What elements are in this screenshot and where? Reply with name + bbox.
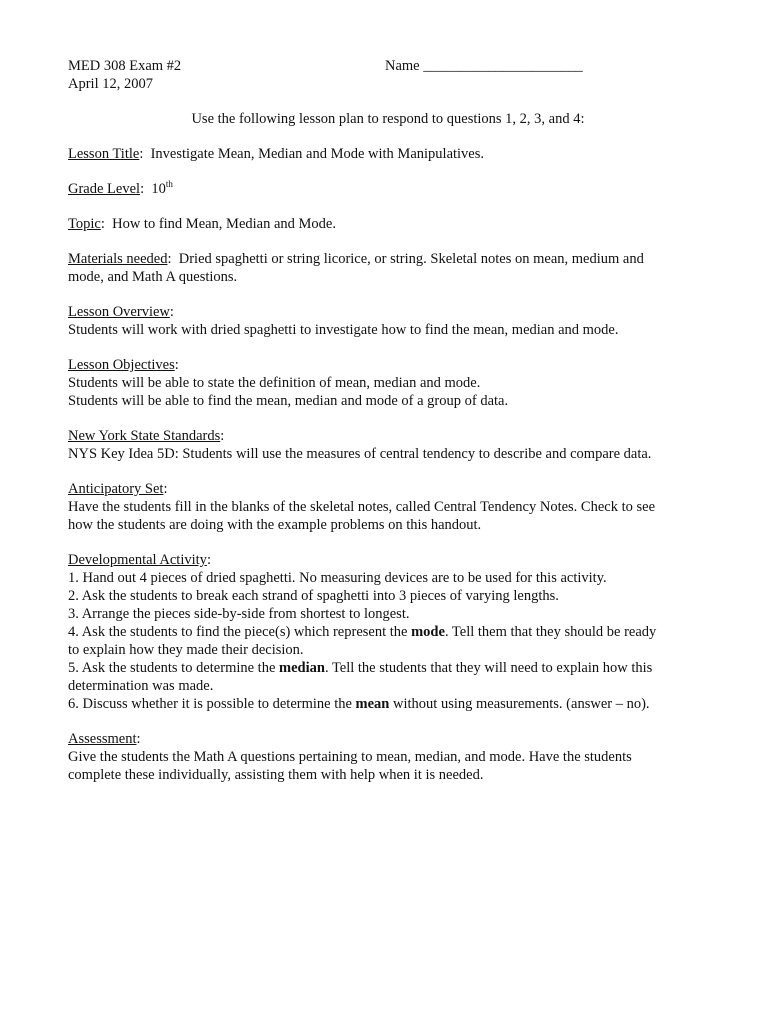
overview-text: Students will work with dried spaghetti to investigate how to find the mean, median and mode. bbox=[68, 322, 619, 338]
step-5-keyword: median bbox=[279, 660, 325, 676]
standards-text: NYS Key Idea 5D: Students will use the measures of central tendency to describe and compare data. bbox=[68, 446, 652, 462]
grade-level-sup: th bbox=[165, 179, 173, 190]
anticipatory-text-1: Have the students fill in the blanks of the skeletal notes, called Central Tendency Notes. Check to see bbox=[68, 499, 656, 515]
lesson-title-label: Lesson Title bbox=[68, 146, 140, 162]
step-4-keyword: mode bbox=[411, 624, 445, 640]
step-4-text-end: . Tell them that they should be ready bbox=[444, 624, 657, 640]
developmental-step-6 bbox=[68, 695, 708, 713]
overview-heading: Lesson Overview: bbox=[68, 304, 174, 320]
grade-level-value: 10 bbox=[151, 181, 166, 197]
materials-text-1: Dried spaghetti or string licorice, or string. Skeletal notes on mean, medium and bbox=[178, 251, 644, 267]
standards-heading: New York State Standards: bbox=[68, 428, 225, 444]
topic-line: Topic: How to find Mean, Median and Mode. bbox=[68, 216, 336, 232]
topic-label: Topic bbox=[68, 216, 101, 232]
developmental-step-5 bbox=[68, 659, 708, 677]
developmental-step-4 bbox=[68, 623, 708, 641]
materials-text-2: mode, and Math A questions. bbox=[68, 269, 238, 285]
anticipatory-heading: Anticipatory Set: bbox=[68, 481, 168, 497]
assessment-text-1: Give the students the Math A questions pertaining to mean, median, and mode. Have the students bbox=[68, 749, 632, 765]
anticipatory-label: Anticipatory Set bbox=[68, 481, 164, 497]
objective-item: Students will be able to find the mean, median and mode of a group of data. bbox=[68, 393, 509, 409]
developmental-heading: Developmental Activity: bbox=[68, 552, 211, 568]
objective-item: Students will be able to state the definition of mean, median and mode. bbox=[68, 375, 481, 391]
objectives-label: Lesson Objectives bbox=[68, 357, 175, 373]
assessment-label: Assessment bbox=[68, 731, 137, 747]
exam-header bbox=[68, 57, 708, 75]
step-6-keyword: mean bbox=[355, 696, 390, 712]
step-5-text-end: . Tell the students that they will need to explain how this bbox=[324, 660, 653, 676]
anticipatory-text-2: how the students are doing with the example problems on this handout. bbox=[68, 517, 482, 533]
name-blank: ______________________ bbox=[423, 58, 583, 74]
grade-level-line: Grade Level: 10th bbox=[68, 179, 173, 197]
assessment-heading: Assessment: bbox=[68, 731, 141, 747]
assessment-text-2: complete these individually, assisting them with help when it is needed. bbox=[68, 767, 484, 783]
standards-label: New York State Standards bbox=[68, 428, 221, 444]
name-field bbox=[385, 57, 583, 75]
materials-label: Materials needed bbox=[68, 251, 168, 267]
document-page bbox=[68, 57, 708, 784]
objectives-heading: Lesson Objectives: bbox=[68, 357, 179, 373]
developmental-step-2: 2. Ask the students to break each strand of spaghetti into 3 pieces of varying lengths. bbox=[68, 588, 559, 604]
step-4-text: 4. Ask the students to find the piece(s) which represent the bbox=[68, 624, 412, 640]
topic-value: How to find Mean, Median and Mode. bbox=[112, 216, 336, 232]
course-title: MED 308 Exam #2 bbox=[68, 58, 182, 74]
exam-date: April 12, 2007 bbox=[68, 76, 153, 92]
materials-line-1: Materials needed: Dried spaghetti or string licorice, or string. Skeletal notes on mean, medium and bbox=[68, 251, 644, 267]
instruction-text: Use the following lesson plan to respond to questions 1, 2, 3, and 4: bbox=[191, 111, 585, 127]
lesson-title-line: Lesson Title: Investigate Mean, Median and Mode with Manipulatives. bbox=[68, 146, 485, 162]
developmental-step-1: 1. Hand out 4 pieces of dried spaghetti. No measuring devices are to be used for this activity. bbox=[68, 570, 607, 586]
developmental-step-4-cont: to explain how they made their decision. bbox=[68, 642, 304, 658]
developmental-label: Developmental Activity bbox=[68, 552, 207, 568]
step-5-text: 5. Ask the students to determine the bbox=[68, 660, 280, 676]
overview-label: Lesson Overview bbox=[68, 304, 170, 320]
name-label: Name bbox=[385, 58, 420, 74]
developmental-step-3: 3. Arrange the pieces side-by-side from shortest to longest. bbox=[68, 606, 410, 622]
developmental-step-5-cont: determination was made. bbox=[68, 678, 214, 694]
grade-level-label: Grade Level bbox=[68, 181, 141, 197]
step-6-text: 6. Discuss whether it is possible to determine the bbox=[68, 696, 356, 712]
step-6-text-end: without using measurements. (answer – no). bbox=[389, 696, 650, 712]
lesson-title-value: Investigate Mean, Median and Mode with Manipulatives. bbox=[150, 146, 485, 162]
